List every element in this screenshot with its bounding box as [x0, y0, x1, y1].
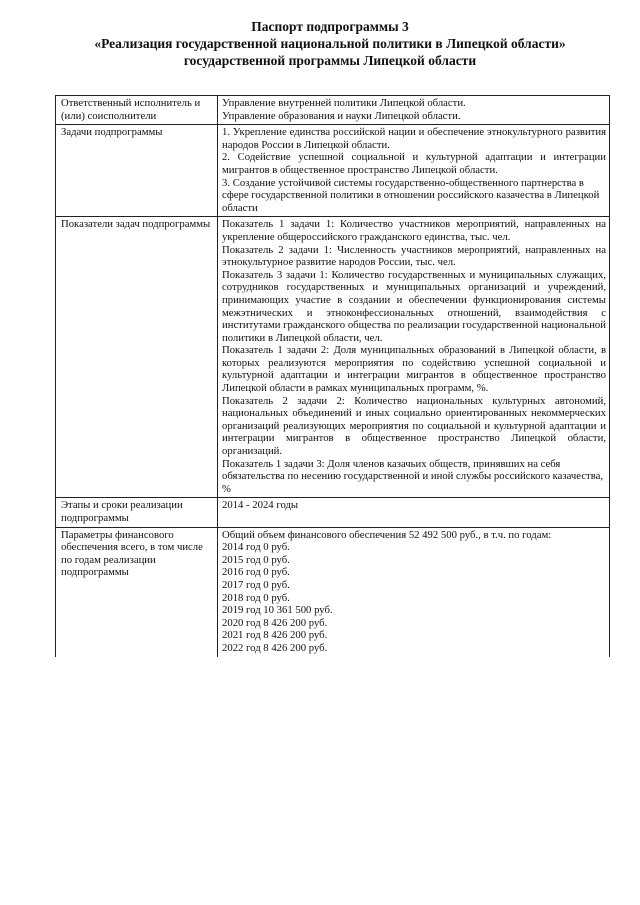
indicator-2: Показатель 2 задачи 1: Численность участников мероприятий, направленных на этнокультурное развитие народов России, тыс. чел.	[222, 243, 606, 269]
finance-year: 2022 год 8 426 200 руб.	[222, 641, 328, 654]
executor-value-2: Управление образования и науки Липецкой области.	[222, 109, 461, 122]
stages-value: 2014 - 2024 годы	[218, 498, 610, 527]
tasks-label: Задачи подпрограммы	[56, 125, 218, 217]
indicator-5: Показатель 2 задачи 2: Количество национальных культурных автономий, национальных объединений и иных социально ориентированных некоммерческих организаций реализующих мероприятия по социальной и культурной адаптации и интеграции мигрантов в общественное пространство Липецкой области, организаций.	[222, 394, 606, 458]
finance-intro: Общий объем финансового обеспечения 52 492 500 руб., в т.ч. по годам:	[222, 528, 552, 541]
executor-value	[218, 96, 610, 125]
indicator-4: Показатель 1 задачи 2: Доля муниципальных образований в Липецкой области, в которых реализуются мероприятия по содействию успешной социальной и культурной адаптации и интеграции мигрантов в общественное пространство Липецкой области в рамках муниципальных программ, %.	[222, 344, 606, 395]
executor-label: Ответственный исполнитель и (или) соисполнители	[56, 96, 218, 125]
task-2: 2. Содействие успешной социальной и культурной адаптации и интеграции мигрантов в общественное пространство Липецкой области.	[222, 151, 606, 176]
indicators-value	[218, 217, 610, 498]
row-indicators	[56, 217, 610, 498]
finance-label: Параметры финансового обеспечения всего, в том числе по годам реализации подпрограммы	[56, 527, 218, 656]
indicator-6: Показатель 1 задачи 3: Доля членов казачьих обществ, принявших на себя обязательства по несению государственной и иной службы российского казачества, %	[222, 457, 604, 495]
finance-year: 2017 год 0 руб.	[222, 578, 290, 591]
task-1: 1. Укрепление единства российской нации и обеспечение этнокультурного развития народов России в Липецкой области.	[222, 126, 606, 151]
row-tasks	[56, 125, 610, 217]
finance-year: 2020 год 8 426 200 руб.	[222, 616, 328, 629]
row-executor	[56, 96, 610, 125]
executor-value-1: Управление внутренней политики Липецкой области.	[222, 97, 466, 109]
finance-year: 2021 год 8 426 200 руб.	[222, 629, 328, 642]
passport-table	[55, 95, 610, 657]
row-stages	[56, 498, 610, 527]
finance-year: 2016 год 0 руб.	[222, 566, 290, 579]
finance-year: 2015 год 0 руб.	[222, 553, 290, 566]
tasks-value	[218, 125, 610, 217]
indicators-label: Показатели задач подпрограммы	[56, 217, 218, 498]
finance-year: 2019 год 10 361 500 руб.	[222, 604, 333, 617]
finance-year: 2018 год 0 руб.	[222, 591, 290, 604]
indicator-3: Показатель 3 задачи 1: Количество государственных и муниципальных служащих, сотрудников государственных и муниципальных организаций и учреждений, принимающих участие в создании и обеспечении функционирования системы межэтнических и этноконфессиональных отношений, взаимодействия с институтами гражданского общества по реализации государственной национальной политики в Липецкой области, чел.	[222, 268, 606, 344]
task-3: 3. Создание устойчивой системы государственно-общественного партнерства в сфере государственной политики в отношении российского казачества в Липецкой области	[222, 176, 600, 214]
title-line-2: «Реализация государственной национальной политики в Липецкой области»	[94, 36, 566, 51]
stages-label: Этапы и сроки реализации подпрограммы	[56, 498, 218, 527]
title-line-1: Паспорт подпрограммы 3	[251, 19, 409, 34]
document-title	[40, 18, 620, 69]
finance-year: 2014 год 0 руб.	[222, 541, 290, 554]
finance-value	[218, 527, 610, 656]
title-line-3: государственной программы Липецкой области	[183, 53, 477, 68]
row-finance	[56, 527, 610, 656]
indicator-1: Показатель 1 задачи 1: Количество участников мероприятий, направленных на укрепление общероссийского гражданского единства, тыс. чел.	[222, 218, 606, 243]
